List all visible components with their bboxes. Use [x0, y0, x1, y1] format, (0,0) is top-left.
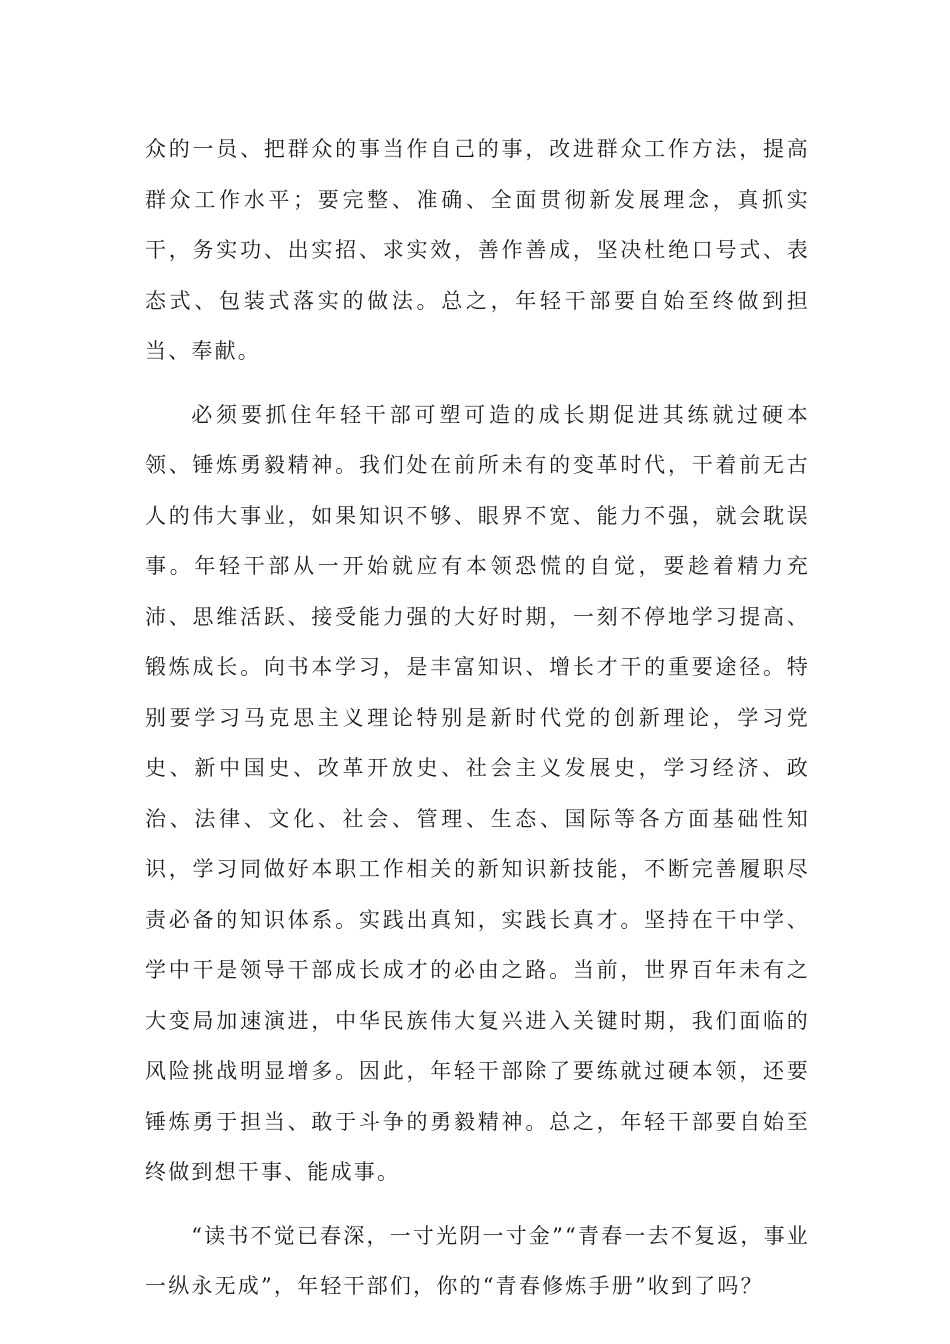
paragraph-skills-and-spirit: 必须要抓住年轻干部可塑可造的成长期促进其练就过硬本领、锤炼勇毅精神。我们处在前所未有的变革时代，干着前无古人的伟大事业，如果知识不够、眼界不宽、能力不强，就会耽误事。年轻干部从一开始就应有本领恐慌的自觉，要趁着精力充沛、思维活跃、接受能力强的大好时期，一刻不停地学习提高、锻炼成长。向书本学习，是丰富知识、增长才干的重要途径。特别要学习马克思主义理论特别是新时代党的创新理论，学习党史、新中国史、改革开放史、社会主义发展史，学习经济、政治、法律、文化、社会、管理、生态、国际等各方面基础性知识，学习同做好本职工作相关的新知识新技能，不断完善履职尽责必备的知识体系。实践出真知，实践长真才。坚持在干中学、学中干是领导干部成长成才的必由之路。当前，世界百年未有之大变局加速演进，中华民族伟大复兴进入关键时期，我们面临的风险挑战明显增多。因此，年轻干部除了要练就过硬本领，还要锤炼勇于担当、敢于斗争的勇毅精神。总之，年轻干部要自始至终做到想干事、能成事。: [145, 402, 810, 1184]
paragraph-closing-quote: “读书不觉已春深，一寸光阴一寸金”“青春一去不复返，事业一纵永无成”，年轻干部们，你的“青春修炼手册”收到了吗？: [145, 1223, 810, 1298]
paragraph-continued: 众的一员、把群众的事当作自己的事，改进群众工作方法，提高群众工作水平；要完整、准确、全面贯彻新发展理念，真抓实干，务实功、出实招、求实效，善作善成，坚决杜绝口号式、表态式、包装式落实的做法。总之，年轻干部要自始至终做到担当、奉献。: [145, 137, 810, 363]
document-body: [145, 124, 810, 1312]
